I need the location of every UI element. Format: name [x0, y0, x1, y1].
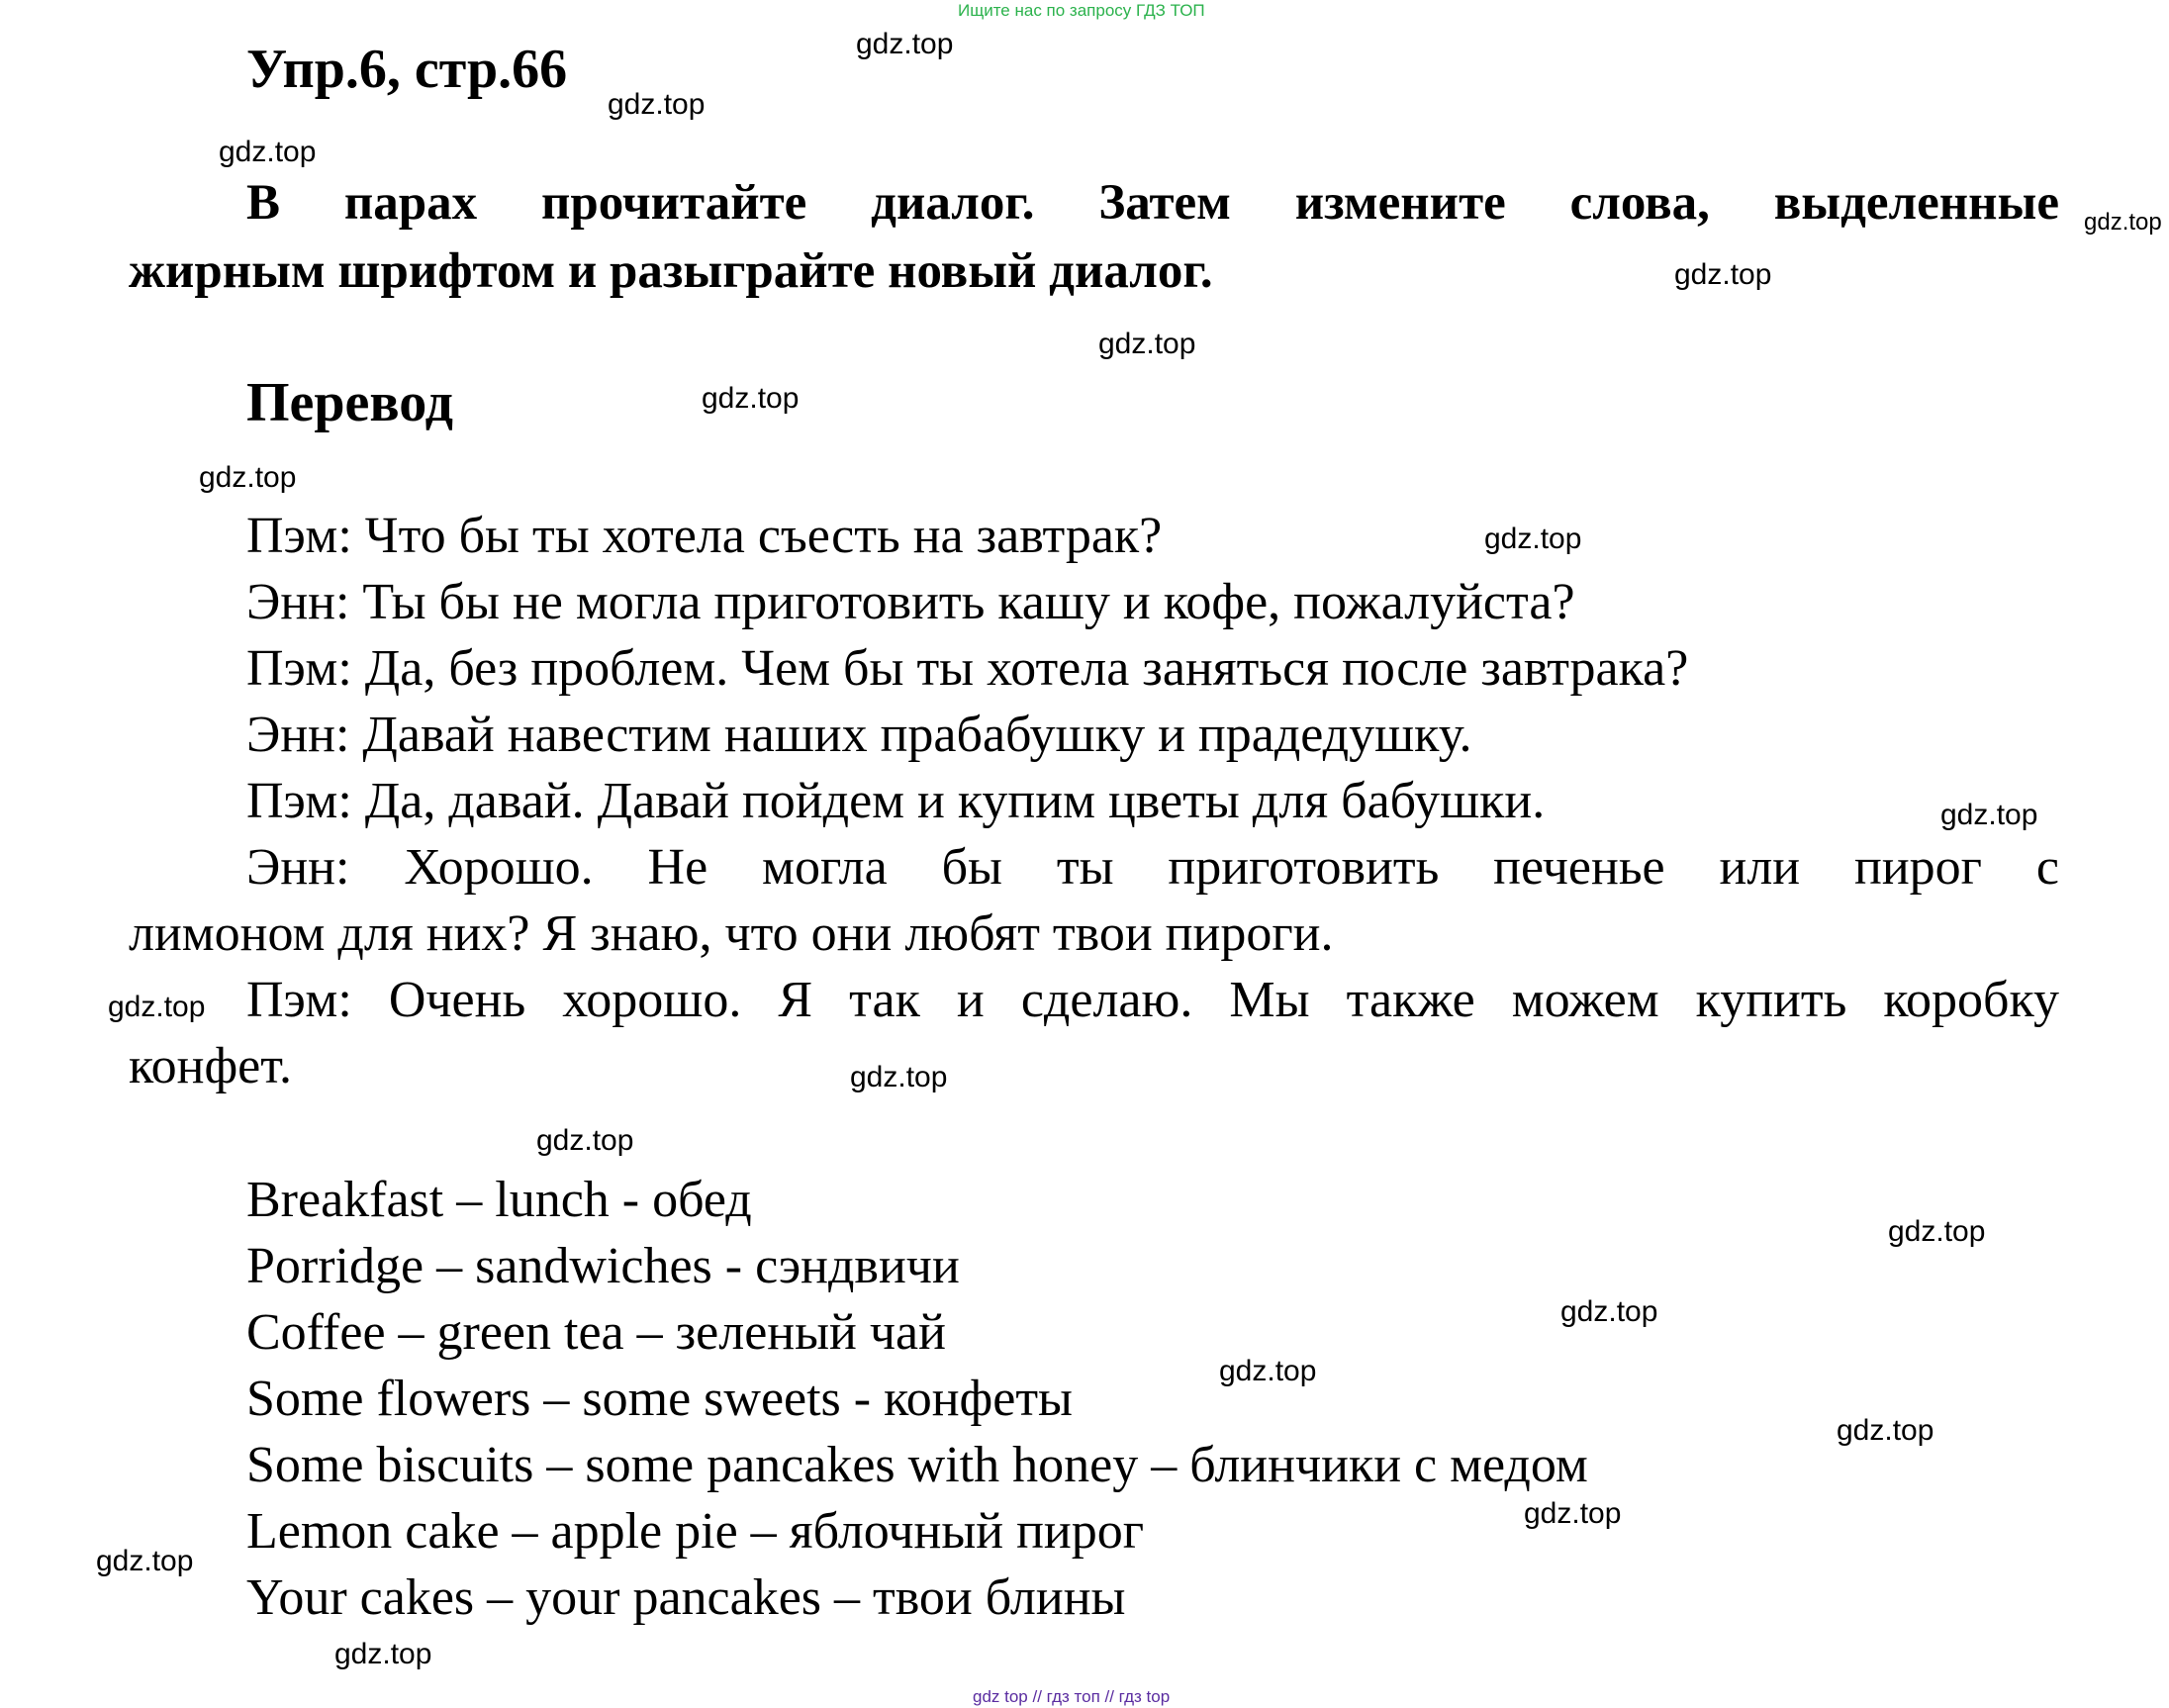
watermark: gdz.top [1674, 258, 1772, 291]
watermark: gdz.top [1940, 799, 2038, 831]
instruction-line-2: жирным шрифтом и разыграйте новый диалог. [129, 243, 1213, 299]
watermark: gdz.top [1098, 328, 1196, 360]
watermark: gdz.top [108, 991, 206, 1023]
watermark: gdz.top [2084, 209, 2162, 236]
vocabulary-line: Coffee – green tea – зеленый чай [246, 1304, 946, 1361]
vocabulary-line: Porridge – sandwiches - сэндвичи [246, 1238, 960, 1294]
watermark: gdz.top [1888, 1215, 1986, 1248]
dialog-line: Пэм: Да, без проблем. Чем бы ты хотела заняться после завтрака? [246, 640, 1689, 697]
watermark: gdz.top [856, 28, 954, 60]
dialog-line: Пэм: Что бы ты хотела съесть на завтрак? [246, 508, 1163, 564]
dialog-line: конфет. [129, 1038, 293, 1094]
vocabulary-line: Breakfast – lunch - обед [246, 1172, 752, 1228]
watermark: gdz.top [1560, 1295, 1658, 1328]
translation-heading: Перевод [246, 372, 453, 433]
watermark: gdz.top [536, 1124, 634, 1157]
dialog-line: лимоном для них? Я знаю, что они любят твои пироги. [129, 905, 1334, 962]
watermark: gdz.top [702, 382, 800, 415]
vocabulary-line: Some biscuits – some pancakes with honey – блинчики с медом [246, 1437, 1588, 1493]
page-title: Упр.6, стр.66 [246, 39, 568, 100]
watermark: gdz.top [1837, 1414, 1934, 1447]
dialog-line: Энн: Хорошо. Не могла бы ты приготовить печенье или пирог с [246, 839, 2059, 896]
watermark: gdz.top [1484, 522, 1582, 555]
watermark: gdz.top [1219, 1355, 1317, 1387]
top-banner-text: Ищите нас по запросу ГДЗ ТОП [958, 1, 1205, 20]
watermark: gdz.top [608, 88, 706, 121]
vocabulary-line: Your cakes – your pancakes – твои блины [246, 1569, 1126, 1626]
watermark: gdz.top [199, 461, 297, 494]
vocabulary-line: Lemon cake – apple pie – яблочный пирог [246, 1503, 1145, 1560]
vocabulary-line: Some flowers – some sweets - конфеты [246, 1371, 1073, 1427]
bottom-banner-text: gdz top // гдз топ // гдз top [973, 1687, 1171, 1706]
watermark: gdz.top [850, 1061, 948, 1093]
dialog-line: Пэм: Очень хорошо. Я так и сделаю. Мы также можем купить коробку [246, 972, 2059, 1028]
watermark: gdz.top [96, 1545, 194, 1577]
watermark: gdz.top [1524, 1497, 1622, 1530]
watermark: gdz.top [334, 1638, 432, 1670]
watermark: gdz.top [219, 136, 317, 168]
dialog-line: Энн: Давай навестим наших прабабушку и прадедушку. [246, 707, 1472, 763]
dialog-line: Энн: Ты бы не могла приготовить кашу и кофе, пожалуйста? [246, 574, 1575, 630]
dialog-line: Пэм: Да, давай. Давай пойдем и купим цветы для бабушки. [246, 773, 1546, 829]
instruction-line-1: В парах прочитайте диалог. Затем измените слова, выделенные [246, 175, 2059, 231]
